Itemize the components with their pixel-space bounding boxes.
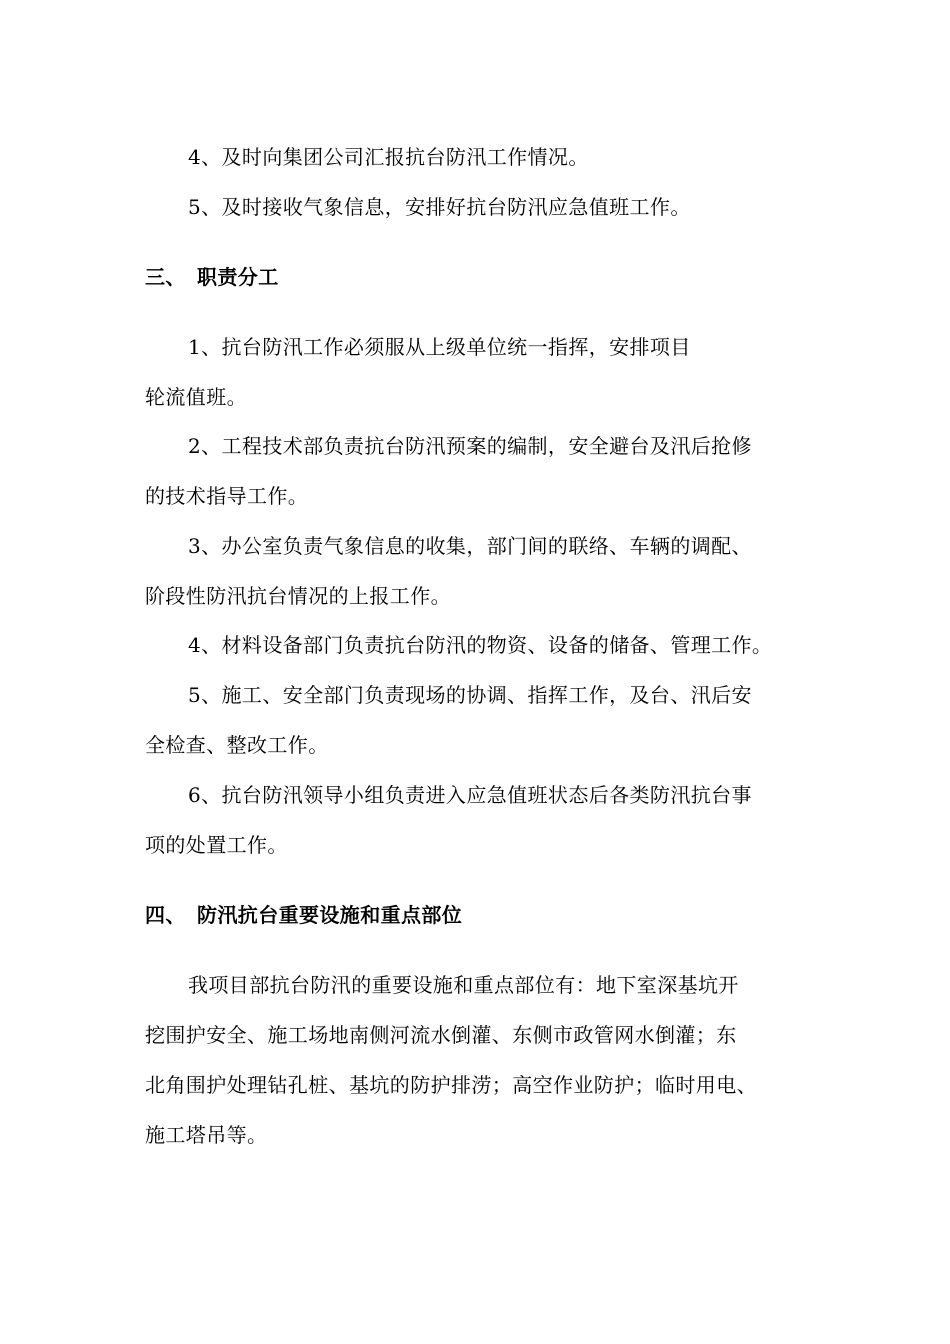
paragraph-line: 项的处置工作。 <box>145 833 288 857</box>
section-number: 四、 <box>145 903 186 927</box>
paragraph-line: 挖围护安全、施工场地南侧河流水倒灌、东侧市政管网水倒灌；东 <box>145 1023 737 1047</box>
paragraph-line: 3、办公室负责气象信息的收集，部门间的联络、车辆的调配、 <box>188 534 752 558</box>
section-title: 防汛抗台重要设施和重点部位 <box>197 903 463 927</box>
paragraph-line: 1、抗台防汛工作必须服从上级单位统一指挥，安排项目 <box>188 335 691 359</box>
list-item: 4、及时向集团公司汇报抗台防汛工作情况。 <box>188 145 589 169</box>
paragraph-line: 5、施工、安全部门负责现场的协调、指挥工作，及台、汛后安 <box>188 683 752 707</box>
list-item: 5、及时接收气象信息，安排好抗台防汛应急值班工作。 <box>188 195 691 219</box>
paragraph-line: 全检查、整改工作。 <box>145 733 329 757</box>
section-title: 职责分工 <box>197 265 279 289</box>
paragraph-line: 6、抗台防汛领导小组负责进入应急值班状态后各类防汛抗台事 <box>188 783 752 807</box>
paragraph-line: 4、材料设备部门负责抗台防汛的物资、设备的储备、管理工作。 <box>188 633 773 657</box>
paragraph-line: 轮流值班。 <box>145 385 247 409</box>
paragraph-line: 的技术指导工作。 <box>145 484 309 508</box>
paragraph-line: 我项目部抗台防汛的重要设施和重点部位有：地下室深基坑开 <box>188 973 739 997</box>
section-heading <box>145 902 462 928</box>
section-number: 三、 <box>145 265 186 289</box>
section-heading <box>145 264 279 290</box>
paragraph-line: 北角围护处理钻孔桩、基坑的防护排涝；高空作业防护；临时用电、 <box>145 1073 757 1097</box>
paragraph-line: 阶段性防汛抗台情况的上报工作。 <box>145 584 451 608</box>
paragraph-line: 2、工程技术部负责抗台防汛预案的编制，安全避台及汛后抢修 <box>188 434 752 458</box>
paragraph-line: 施工塔吊等。 <box>145 1123 268 1147</box>
